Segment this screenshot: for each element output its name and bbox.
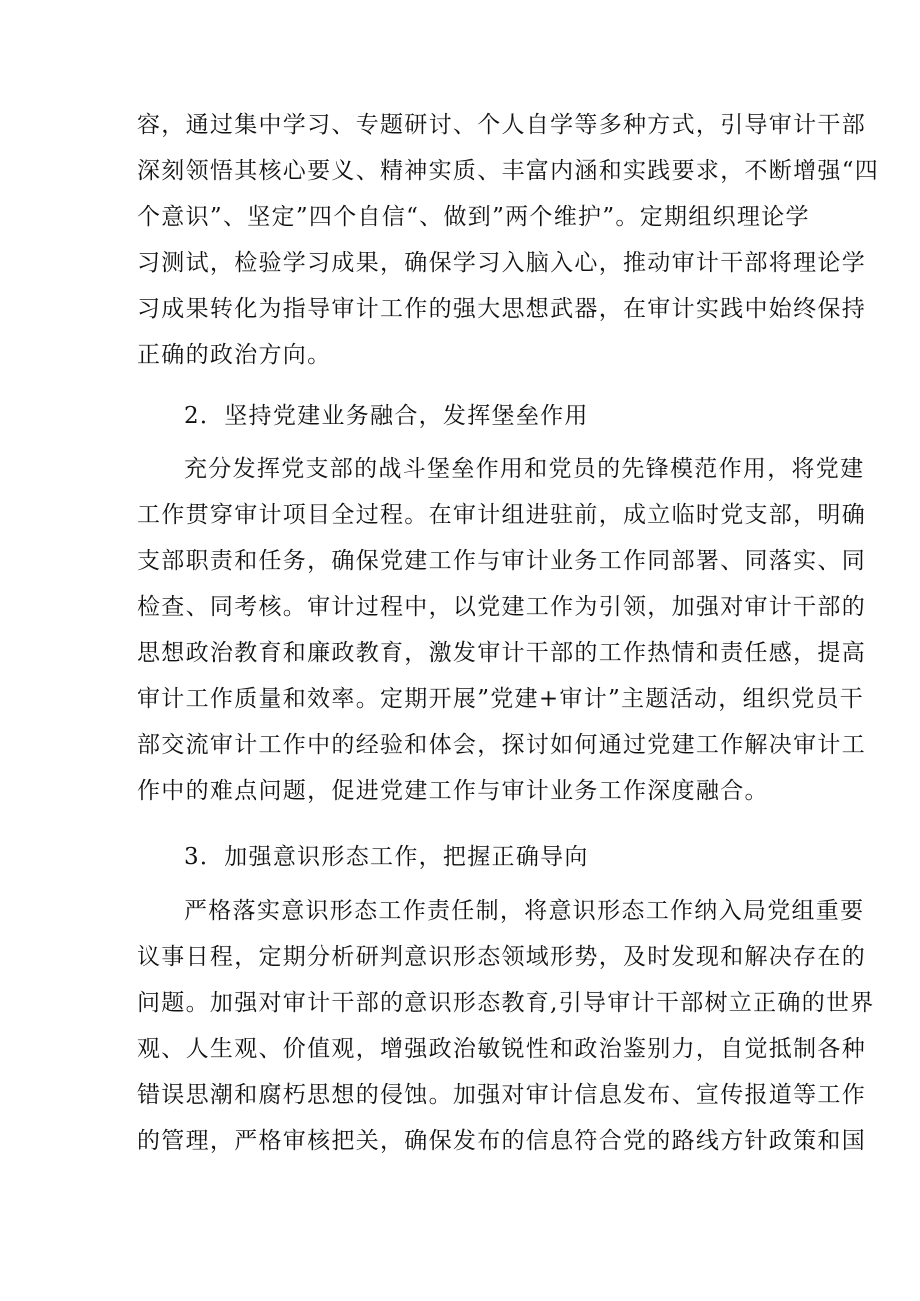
body-text-line: 作中的难点问题，促进党建工作与审计业务工作深度融合。 — [137, 778, 769, 804]
body-text-line: 支部职责和任务，确保党建工作与审计业务工作同部署、同落实、同 — [137, 548, 866, 574]
body-text-line: 容，通过集中学习、专题研讨、个人自学等多种方式，引导审计干部 — [137, 112, 866, 138]
body-text-line: 充分发挥党支部的战斗堡垒作用和党员的先锋模范作用，将党建 — [184, 456, 865, 482]
section-heading-2: 2．坚持党建业务融合，发挥堡垒作用 — [184, 403, 589, 429]
body-text-line: 正确的政治方向。 — [137, 342, 332, 368]
body-text-line: 深刻领悟其核心要义、精神实质、丰富内涵和实践要求，不断增强“四 — [137, 158, 880, 184]
body-text-line: 习成果转化为指导审计工作的强大思想武器，在审计实践中始终保持 — [137, 296, 866, 322]
body-text-line: 的管理，严格审核把关，确保发布的信息符合党的路线方针政策和国 — [137, 1128, 866, 1154]
body-text-line: 错误思潮和腐朽思想的侵蚀。加强对审计信息发布、宣传报道等工作 — [137, 1082, 866, 1108]
body-text-line: 审计工作质量和效率。定期开展”党建+审计”主题活动，组织党员干 — [137, 686, 865, 712]
section-heading-3: 3．加强意识形态工作，把握正确导向 — [184, 844, 589, 870]
body-text-line: 工作贯穿审计项目全过程。在审计组进驻前，成立临时党支部，明确 — [137, 502, 866, 528]
body-text-line: 检查、同考核。审计过程中，以党建工作为引领，加强对审计干部的 — [137, 594, 866, 620]
body-text-line: 个意识”、坚定”四个自信“、做到”两个维护”。定期组织理论学 — [137, 204, 810, 230]
body-text-line: 部交流审计工作中的经验和体会，探讨如何通过党建工作解决审计工 — [137, 732, 866, 758]
body-text-line: 问题。加强对审计干部的意识形态教育,引导审计干部树立正确的世界 — [137, 990, 875, 1016]
body-text-line: 观、人生观、价值观，增强政治敏锐性和政治鉴别力，自觉抵制各种 — [137, 1036, 866, 1062]
body-text-line: 严格落实意识形态工作责任制，将意识形态工作纳入局党组重要 — [184, 898, 865, 924]
body-text-line: 思想政治教育和廉政教育，激发审计干部的工作热情和责任感，提高 — [137, 640, 866, 666]
body-text-line: 习测试，检验学习成果，确保学习入脑入心，推动审计干部将理论学 — [137, 250, 866, 276]
body-text-line: 议事日程，定期分析研判意识形态领域形势，及时发现和解决存在的 — [137, 944, 866, 970]
